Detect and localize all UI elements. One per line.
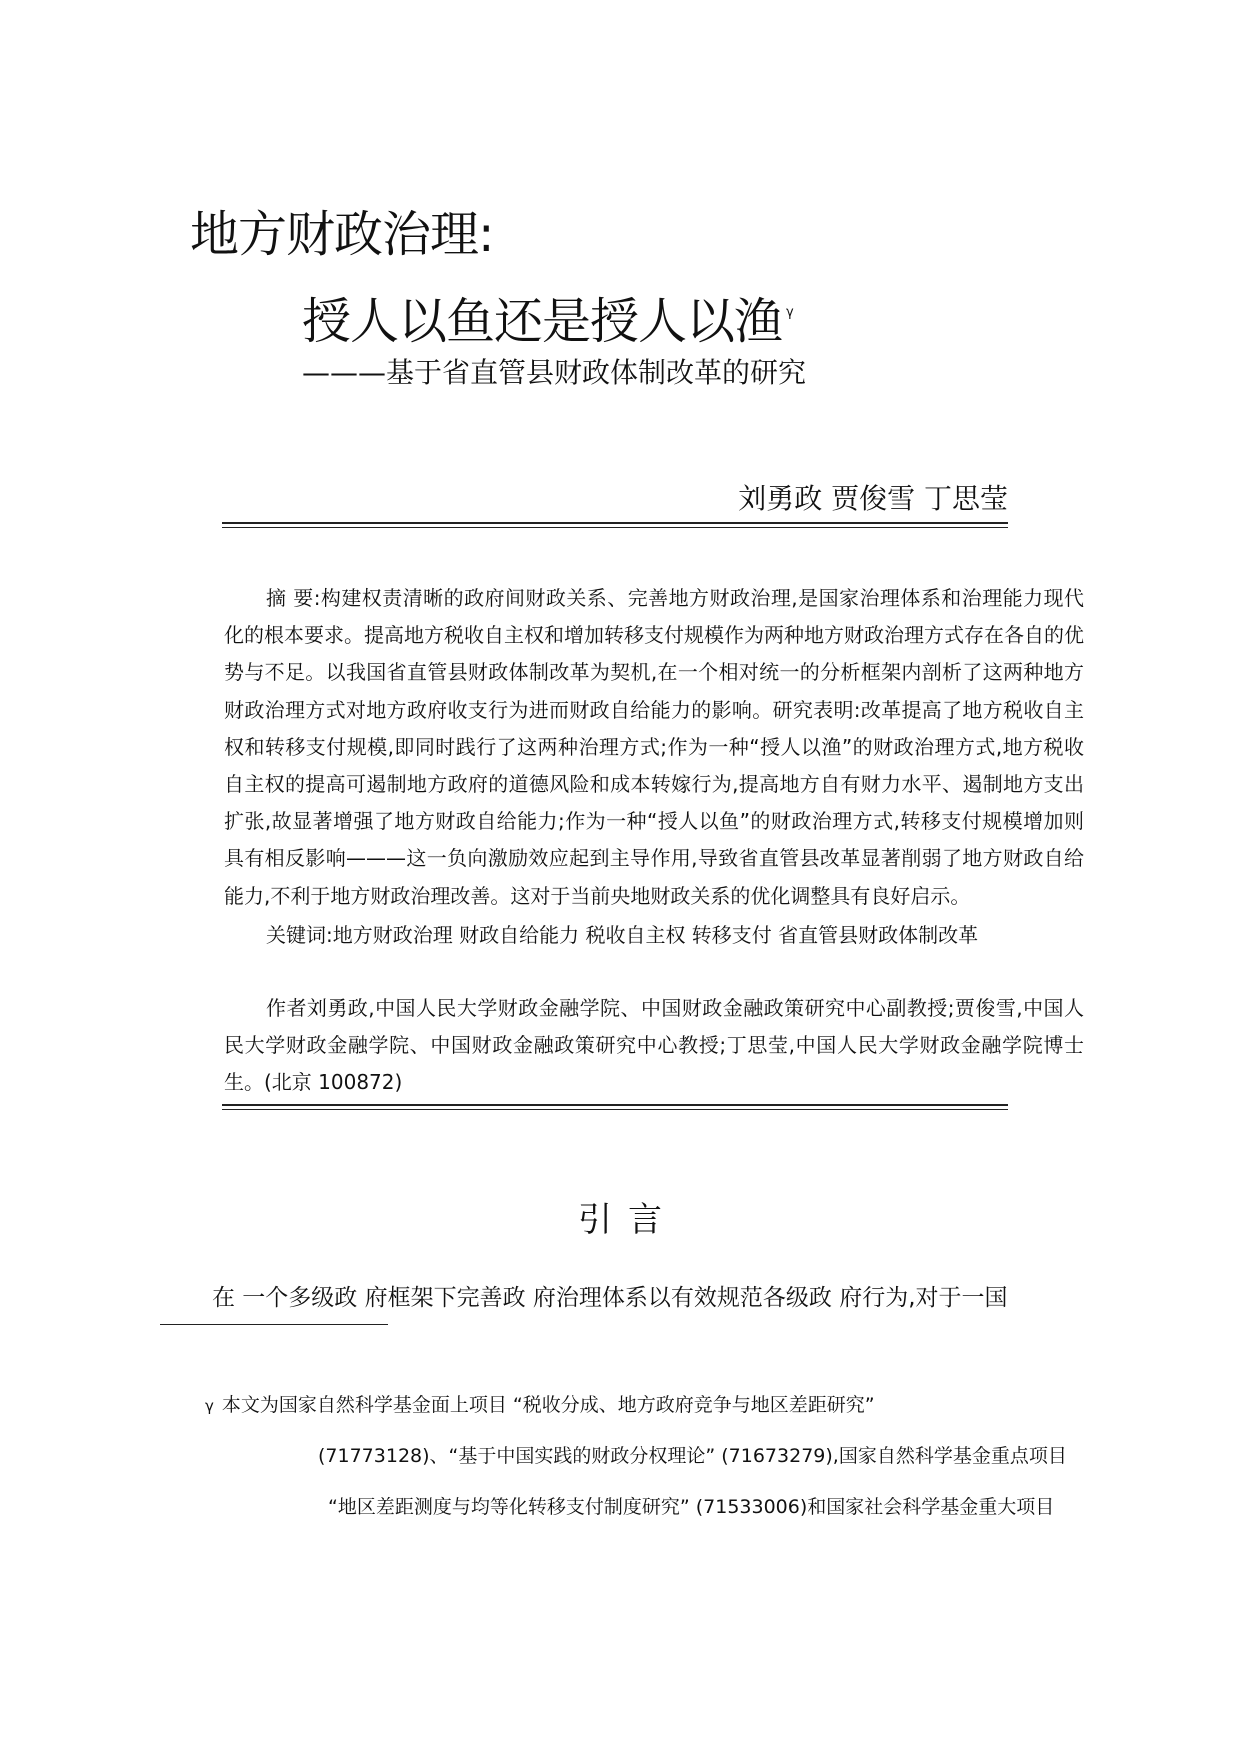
subtitle: ———基于省直管县财政体制改革的研究: [302, 356, 807, 389]
author-info-block: [224, 990, 1084, 1102]
title-line-2-text: 授人以鱼还是授人以渔: [302, 293, 783, 350]
title-line-1-text: 地方财政治理:: [190, 206, 494, 263]
intro-first-line: 在 一个多级政 府框架下完善政 府治理体系以有效规范各级政 府行为,对于一国: [212, 1285, 1008, 1311]
author-info-text: 作者刘勇政,中国人民大学财政金融学院、中国财政金融政策研究中心副教授;贾俊雪,中国人民大学财政金融学院、中国财政金融政策研究中心教授;丁思莹,中国人民大学财政金融学院博士生。(北京 100872): [224, 996, 1084, 1095]
footnote-mark: γ: [205, 1397, 214, 1415]
section-heading: 引言: [578, 1200, 678, 1240]
title-line-1: [190, 205, 494, 265]
title-line-2: [302, 283, 793, 352]
keywords: 关键词:地方财政治理 财政自给能力 税收自主权 转移支付 省直管县财政体制改革: [266, 923, 979, 947]
footnote-separator: [160, 1324, 388, 1325]
authors: 刘勇政 贾俊雪 丁思莹: [738, 482, 1008, 515]
footnote-line-2: (71773128)、“基于中国实践的财政分权理论” (71673279),国家自然科学基金重点项目: [318, 1445, 1067, 1467]
abstract-text: 摘 要:构建权责清晰的政府间财政关系、完善地方财政治理,是国家治理体系和治理能力现代化的根本要求。提高地方税收自主权和增加转移支付规模作为两种地方财政治理方式存在各自的优势与不足。以我国省直管县财政体制改革为契机,在一个相对统一的分析框架内剖析了这两种地方财政治理方式对地方政府收支行为进而财政自给能力的影响。研究表明:改革提高了地方税收自主权和转移支付规模,即同时践行了这两种治理方式;作为一种“授人以渔”的财政治理方式,地方税收自主权的提高可遏制地方政府的道德风险和成本转嫁行为,提高地方自有财力水平、遏制地方支出扩张,故显著增强了地方财政自给能力;作为一种“授人以鱼”的财政治理方式,转移支付规模增加则具有相反影响———这一负向激励效应起到主导作用,导致省直管县改革显著削弱了地方财政自给能力,不利于地方财政治理改善。这对于当前央地财政关系的优化调整具有良好启示。: [224, 586, 1084, 908]
footnote-line-1-text: 本文为国家自然科学基金面上项目 “税收分成、地方政府竞争与地区差距研究”: [221, 1394, 875, 1416]
title-footnote-mark[interactable]: γ: [786, 305, 793, 320]
top-double-rule: [222, 522, 1008, 528]
footnote-line-1: [205, 1390, 875, 1421]
abstract-block: [224, 580, 1084, 915]
footnote-line-3: “地区差距测度与均等化转移支付制度研究” (71533006)和国家社会科学基金重大项目: [328, 1496, 1055, 1518]
bottom-double-rule: [222, 1104, 1008, 1110]
